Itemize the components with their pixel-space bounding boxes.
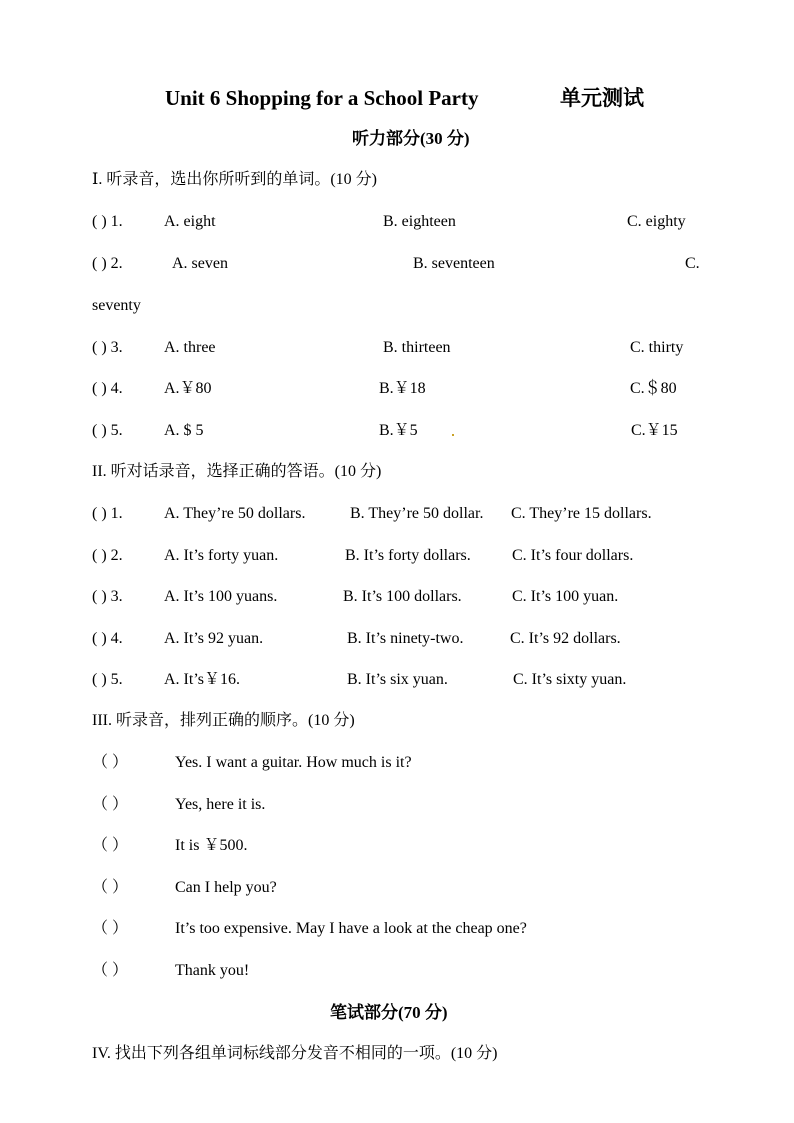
option-a: A.￥80 [164, 380, 212, 397]
dialogue-line: It’s too expensive. May I have a look at the cheap one? [175, 920, 527, 937]
option-a: A. It’s forty yuan. [164, 547, 279, 564]
option-c: C. It’s four dollars. [512, 547, 634, 564]
option-b: B. seventeen [413, 255, 495, 272]
option-c: C. It’s 92 dollars. [510, 630, 621, 647]
answer-blank: （ ） [92, 754, 129, 771]
question-number: ( ) 1. [92, 505, 123, 522]
answer-blank: （ ） [92, 796, 129, 813]
dialogue-line: Yes. I want a guitar. How much is it? [175, 754, 412, 771]
option-b: B.￥18 [379, 380, 426, 397]
question-number: ( ) 4. [92, 380, 123, 397]
dialogue-line: It is ￥500. [175, 837, 248, 854]
answer-blank: （ ） [92, 879, 129, 896]
option-a: A. eight [164, 213, 216, 230]
dialogue-line: Thank you! [175, 962, 250, 979]
question-number: ( ) 3. [92, 339, 123, 356]
option-a: A. It’s 92 yuan. [164, 630, 264, 647]
option-b: B. eighteen [383, 213, 456, 230]
option-a: A. three [164, 339, 216, 356]
option-a: A. seven [172, 255, 228, 272]
option-a: A. $ 5 [164, 422, 204, 439]
stray-dot [452, 434, 454, 436]
section-4-heading: IV. 找出下列各组单词标线部分发音不相同的一项。(10 分) [92, 1045, 498, 1062]
option-b: B. It’s six yuan. [347, 671, 448, 688]
question-number: ( ) 1. [92, 213, 123, 230]
option-a: A. It’s￥16. [164, 671, 241, 688]
listening-header: 听力部分(30 分) [352, 129, 470, 148]
option-b: B. It’s 100 dollars. [343, 588, 462, 605]
answer-blank: （ ） [92, 837, 129, 854]
option-b: B. It’s ninety-two. [347, 630, 464, 647]
answer-blank: （ ） [92, 920, 129, 937]
option-c: C.＄80 [630, 380, 677, 397]
page-title: Unit 6 Shopping for a School Party [165, 86, 479, 110]
page-title-cn: 单元测试 [560, 86, 644, 110]
question-number: ( ) 5. [92, 671, 123, 688]
option-c: C. thirty [630, 339, 684, 356]
option-c: C. eighty [627, 213, 686, 230]
option-c-continued: seventy [92, 297, 141, 314]
option-b: B. It’s forty dollars. [345, 547, 471, 564]
section-1-heading: Ⅰ. 听录音，选出你所听到的单词。(10 分) [92, 171, 377, 188]
question-number: ( ) 4. [92, 630, 123, 647]
option-b: B.￥5 [379, 422, 418, 439]
option-b: B. They’re 50 dollar. [350, 505, 484, 522]
section-3-heading: III. 听录音，排列正确的顺序。(10 分) [92, 712, 355, 729]
dialogue-line: Can I help you? [175, 879, 277, 896]
option-c: C. [685, 255, 700, 272]
option-c: C. It’s 100 yuan. [512, 588, 619, 605]
option-a: A. They’re 50 dollars. [164, 505, 306, 522]
question-number: ( ) 2. [92, 255, 123, 272]
question-number: ( ) 5. [92, 422, 123, 439]
dialogue-line: Yes, here it is. [175, 796, 266, 813]
option-a: A. It’s 100 yuans. [164, 588, 278, 605]
option-b: B. thirteen [383, 339, 451, 356]
option-c: C. It’s sixty yuan. [513, 671, 627, 688]
option-c: C. They’re 15 dollars. [511, 505, 652, 522]
question-number: ( ) 2. [92, 547, 123, 564]
option-c: C.￥15 [631, 422, 678, 439]
section-2-heading: II. 听对话录音，选择正确的答语。(10 分) [92, 463, 382, 480]
question-number: ( ) 3. [92, 588, 123, 605]
writing-header: 笔试部分(70 分) [330, 1003, 448, 1022]
answer-blank: （ ） [92, 962, 129, 979]
